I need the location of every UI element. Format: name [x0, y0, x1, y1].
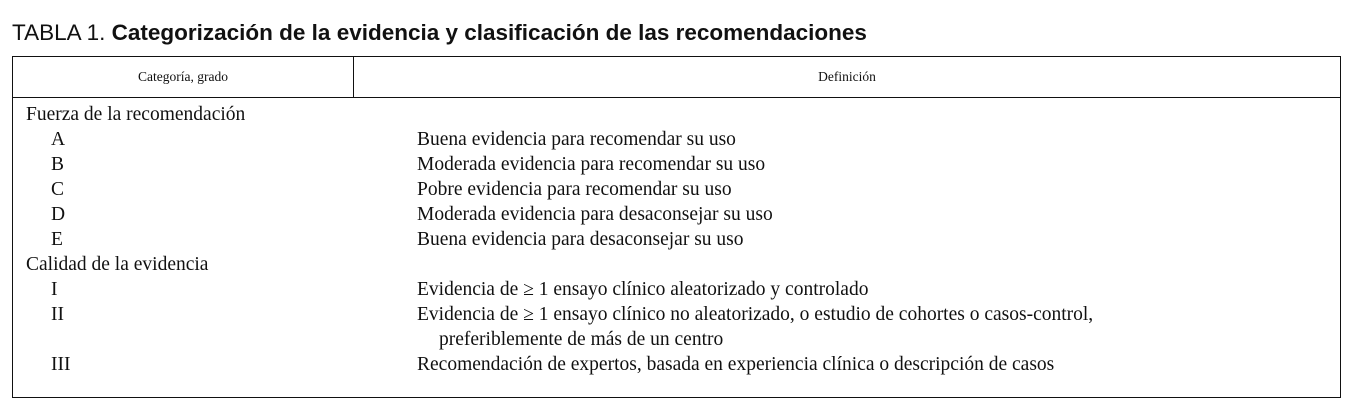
table-row: [13, 352, 1340, 377]
table-body: [13, 102, 1340, 377]
table-row: [13, 152, 1340, 177]
section-title: Calidad de la evidencia: [26, 254, 209, 275]
table-row: [13, 202, 1340, 227]
section-header-row: [13, 252, 1340, 277]
grade-cell: II: [51, 304, 64, 325]
grade-cell: B: [51, 154, 65, 175]
grade-cell: I: [51, 279, 58, 300]
section-title: Fuerza de la recomendación: [26, 104, 246, 125]
section-header-row: [13, 102, 1340, 127]
table-caption: [12, 18, 867, 48]
definition-cell: Evidencia de ≥ 1 ensayo clínico no aleatorizado, o estudio de cohortes o casos-control,: [417, 304, 1094, 325]
grade-cell: A: [51, 129, 66, 150]
definition-cell: Buena evidencia para desaconsejar su uso: [417, 229, 744, 250]
column-header-category: Categoría, grado: [13, 57, 354, 97]
grade-cell: C: [51, 179, 65, 200]
grade-cell: D: [51, 204, 66, 225]
grade-cell: III: [51, 354, 71, 375]
table-title: Categorización de la evidencia y clasificación de las recomendaciones: [111, 20, 867, 45]
table-row: [13, 127, 1340, 152]
table-row: [13, 277, 1340, 302]
evidence-table: [12, 56, 1341, 398]
table-row: [13, 302, 1340, 352]
definition-cell: Moderada evidencia para recomendar su uso: [417, 154, 766, 175]
table-row: [13, 227, 1340, 252]
definition-continuation: preferiblemente de más de un centro: [439, 329, 724, 350]
definition-cell: Pobre evidencia para recomendar su uso: [417, 179, 732, 200]
definition-cell: Evidencia de ≥ 1 ensayo clínico aleatorizado y controlado: [417, 279, 869, 300]
table-number: TABLA 1.: [12, 20, 112, 45]
definition-cell: Buena evidencia para recomendar su uso: [417, 129, 736, 150]
grade-cell: E: [51, 229, 63, 250]
column-header-definition: Definición: [818, 69, 876, 84]
definition-cell: Recomendación de expertos, basada en experiencia clínica o descripción de casos: [417, 354, 1055, 375]
table-header-row: [13, 57, 1340, 98]
table-row: [13, 177, 1340, 202]
definition-cell: Moderada evidencia para desaconsejar su uso: [417, 204, 773, 225]
